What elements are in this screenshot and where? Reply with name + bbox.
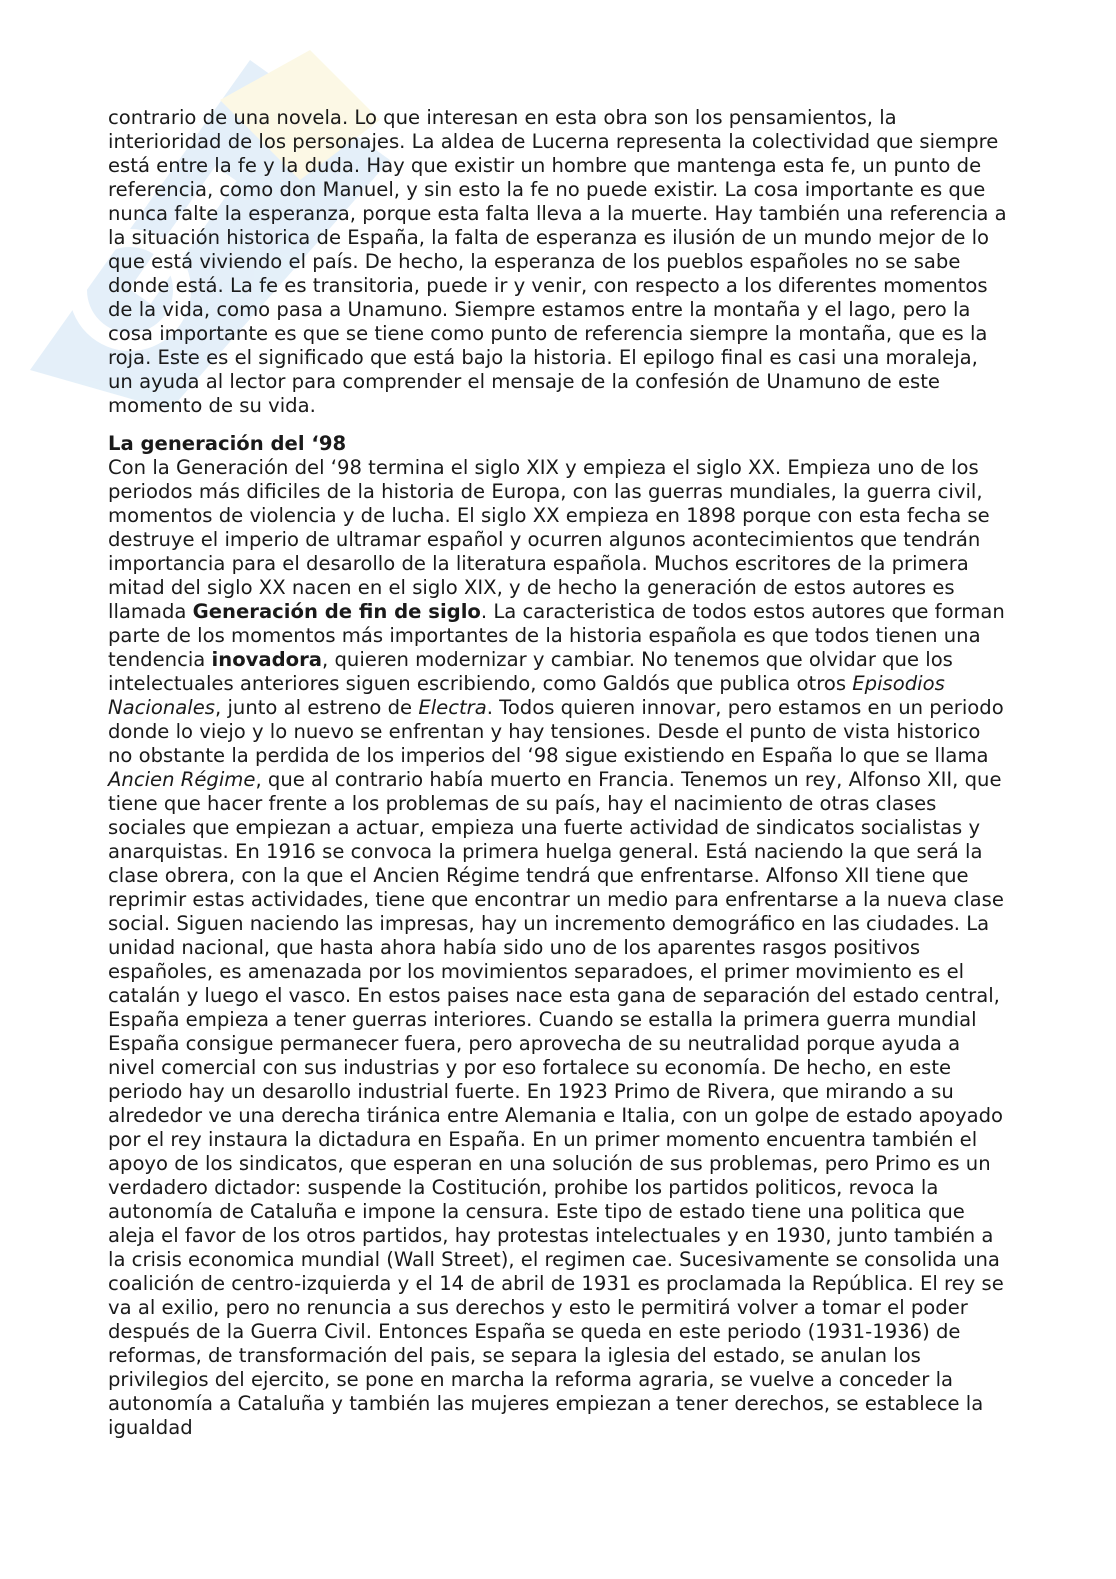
- paragraph-text: , junto al estreno de: [215, 696, 419, 719]
- bold-term-fin-de-siglo: Generación de fin de siglo: [192, 600, 481, 623]
- paragraph-text: . La caracteristica de todos estos autores que forman parte de los momentos más importantes de la historia española es que todos tienen una tendencia: [108, 600, 1005, 671]
- italic-title-episodios: Episodios Nacionales: [108, 672, 945, 719]
- italic-term-ancien-regime: Ancien Régime: [108, 768, 256, 791]
- paragraph-generacion-98: [108, 456, 1008, 1440]
- paragraph-text: , quieren modernizar y cambiar. No tenemos que olvidar que los intelectuales anteriores siguen escribiendo, como Galdós que publica otros: [108, 648, 953, 695]
- paragraph-text: , que al contrario había muerto en Francia. Tenemos un rey, Alfonso XII, que tiene que hacer frente a los problemas de su país, hay el nacimiento de otras clases sociales que empiezan a actuar, empieza una fuerte actividad de sindicatos socialistas y anarquistas. En 1916 se convoca la primera huelga general. Está naciendo la que será la clase obrera, con la que el Ancien Régime tendrá que enfrentarse. Alfonso XII tiene que reprimir estas actividades, tiene que encontrar un medio para enfrentarse a la nueva clase social. Siguen naciendo las impresas, hay un incremento demográfico en las ciudades. La unidad nacional, que hasta ahora había sido uno de los aparentes rasgos positivos españoles, es amenazada por los movimientos separadoes, el primer movimiento es el catalán y luego el vasco. En estos paises nace esta gana de separación del estado central, España empieza a tener guerras interiores. Cuando se estalla la primera guerra mundial España consigue permanecer fuera, pero aprovecha de su neutralidad porque ayuda a nivel comercial con sus industrias y por eso fortalece su economía. De hecho, en este periodo hay un desarollo industrial fuerte. En 1923 Primo de Rivera, que mirando a su alrededor ve una derecha tiránica entre Alemania e Italia, con un golpe de estado apoyado por el rey instaura la dictadura en España. En un primer momento encuentra también el apoyo de los sindicatos, que esperan en una solución de sus problemas, pero Primo es un verdadero dictador: suspende la Costitución, prohibe los partidos politicos, revoca la autonomía de Cataluña e impone la censura. Este tipo de estado tiene una politica que aleja el favor de los otros partidos, hay protestas intelectuales y en 1930, junto también a la crisis economica mundial (Wall Street), el regimen cae. Sucesivamente se consolida una coalición de centro-izquierda y el 14 de abril de 1931 es proclamada la República. El rey se va al exilio, pero no renuncia a sus derechos y esto le permitirá volver a tomar el poder después de la Guerra Civil. Entonces España se queda en este periodo (1931-1936) de reformas, de transformación del pais, se separa la iglesia del estado, se anulan los privilegios del ejercito, se pone en marcha la reforma agraria, se vuelve a conceder la autonomía a Cataluña y también las mujeres empiezan a tener derechos, se establece la igualdad: [108, 768, 1004, 1439]
- paragraph-intro: contrario de una novela. Lo que interesan en esta obra son los pensamientos, la interioridad de los personajes. La aldea de Lucerna representa la colectividad que siempre está entre la fe y la duda. Hay que existir un hombre que mantenga esta fe, un punto de referencia, como don Manuel, y sin esto la fe no puede existir. La cosa importante es que nunca falte la esperanza, porque esta falta lleva a la muerte. Hay también una referencia a la situación historica de España, la falta de esperanza es ilusión de un mundo mejor de lo que está viviendo el país. De hecho, la esperanza de los pueblos españoles no se sabe donde está. La fe es transitoria, puede ir y venir, con respecto a los diferentes momentos de la vida, como pasa a Unamuno. Siempre estamos entre la montaña y el lago, pero la cosa importante es que se tiene como punto de referencia siempre la montaña, que es la roja. Este es el significado que está bajo la historia. El epilogo final es casi una moraleja, un ayuda al lector para comprender el mensaje de la confesión de Unamuno de este momento de su vida.: [108, 106, 1007, 417]
- bold-term-inovadora: inovadora: [211, 648, 323, 671]
- section-heading: La generación del ‘98: [108, 432, 347, 455]
- italic-title-electra: Electra: [418, 696, 487, 719]
- document-body: [108, 106, 1008, 1440]
- paragraph-text: Con la Generación del ‘98 termina el siglo XIX y empieza el siglo XX. Empieza uno de los periodos más dificiles de la historia de Europa, con las guerras mundiales, la guerra civil, momentos de violencia y de lucha. El siglo XX empieza en 1898 porque con esta fecha se destruye el imperio de ultramar español y ocurren algunos acontecimientos que tendrán importancia para el desarollo de la literatura española. Muchos escritores de la primera mitad del siglo XX nacen en el siglo XIX, y de hecho la generación de estos autores es llamada: [108, 456, 990, 623]
- paragraph-text: . Todos quieren innovar, pero estamos en un periodo donde lo viejo y lo nuevo se enfrentan y hay tensiones. Desde el punto de vista historico no obstante la perdida de los imperios del ‘98 sigue existiendo en España lo que se llama: [108, 696, 1004, 767]
